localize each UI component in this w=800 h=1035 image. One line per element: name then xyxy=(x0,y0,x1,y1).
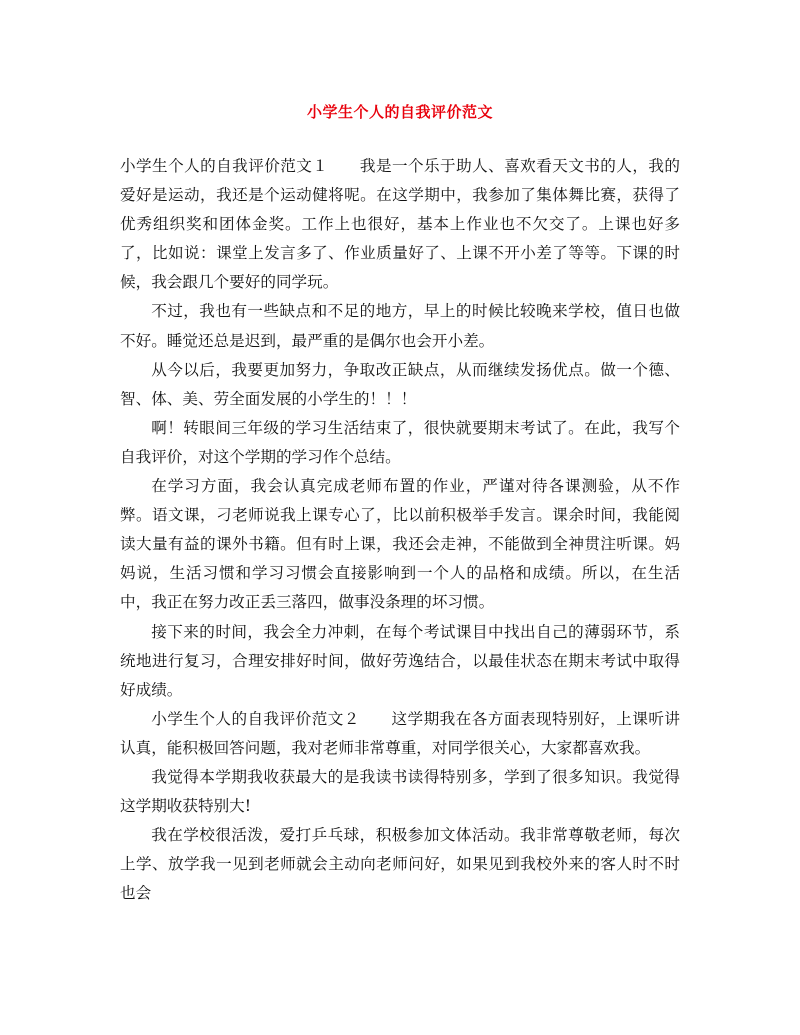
paragraph-2: 不过，我也有一些缺点和不足的地方，早上的时候比较晚来学校，值日也做不好。睡觉还总是迟到，最严重的是偶尔也会开小差。 xyxy=(120,302,680,350)
paragraph-4: 啊！转眼间三年级的学习生活结束了，很快就要期末考试了。在此，我写个自我评价，对这个学期的学习作个总结。 xyxy=(120,418,680,466)
section-heading-1: 小学生个人的自我评价范文１ xyxy=(120,157,329,175)
paragraph-3: 从今以后，我要更加努力，争取改正缺点，从而继续发扬优点。做一个德、智、体、美、劳全面发展的小学生的！！！ xyxy=(120,360,680,408)
document-title: 小学生个人的自我评价范文 xyxy=(306,103,493,121)
section-heading-2: 小学生个人的自我评价范文２ xyxy=(151,709,360,728)
paragraph-1 xyxy=(120,152,680,297)
document-body xyxy=(120,152,680,908)
paragraph-6: 接下来的时间，我会全力冲刺，在每个考试课目中找出自己的薄弱环节，系统地进行复习，合理安排好时间，做好劳逸结合，以最佳状态在期末考试中取得好成绩。 xyxy=(120,622,680,699)
paragraph-5: 在学习方面，我会认真完成老师布置的作业，严谨对待各课测验，从不作弊。语文课，刁老师说我上课专心了，比以前积极举手发言。课余时间，我能阅读大量有益的课外书籍。但有时上课，我还会走神，不能做到全神贯注听课。妈妈说，生活习惯和学习习惯会直接影响到一个人的品格和成绩。所以，在生活中，我正在努力改正丢三落四，做事没条理的坏习惯。 xyxy=(120,477,680,612)
paragraph-1-text: 我是一个乐于助人、喜欢看天文书的人，我的爱好是运动，我还是个运动健将呢。在这学期中，我参加了集体舞比赛，获得了优秀组织奖和团体金奖。工作上也很好，基本上作业也不欠交了。上课也好多了，比如说：课堂上发言多了、作业质量好了、上课不开小差了等等。下课的时候，我会跟几个要好的同学玩。 xyxy=(120,157,680,292)
paragraph-7 xyxy=(120,705,680,763)
paragraph-8: 我觉得本学期我收获最大的是我读书读得特别多，学到了很多知识。我觉得这学期收获特别大! xyxy=(120,767,680,816)
paragraph-7-text: 这学期我在各方面表现特别好，上课听讲认真，能积极回答问题，我对老师非常尊重，对同学很关心，大家都喜欢我。 xyxy=(120,709,680,757)
paragraph-9: 我在学校很活泼，爱打乒乓球，积极参加文体活动。我非常尊敬老师，每次上学、放学我一见到老师就会主动向老师问好，如果见到我校外来的客人时不时也会 xyxy=(120,826,680,903)
